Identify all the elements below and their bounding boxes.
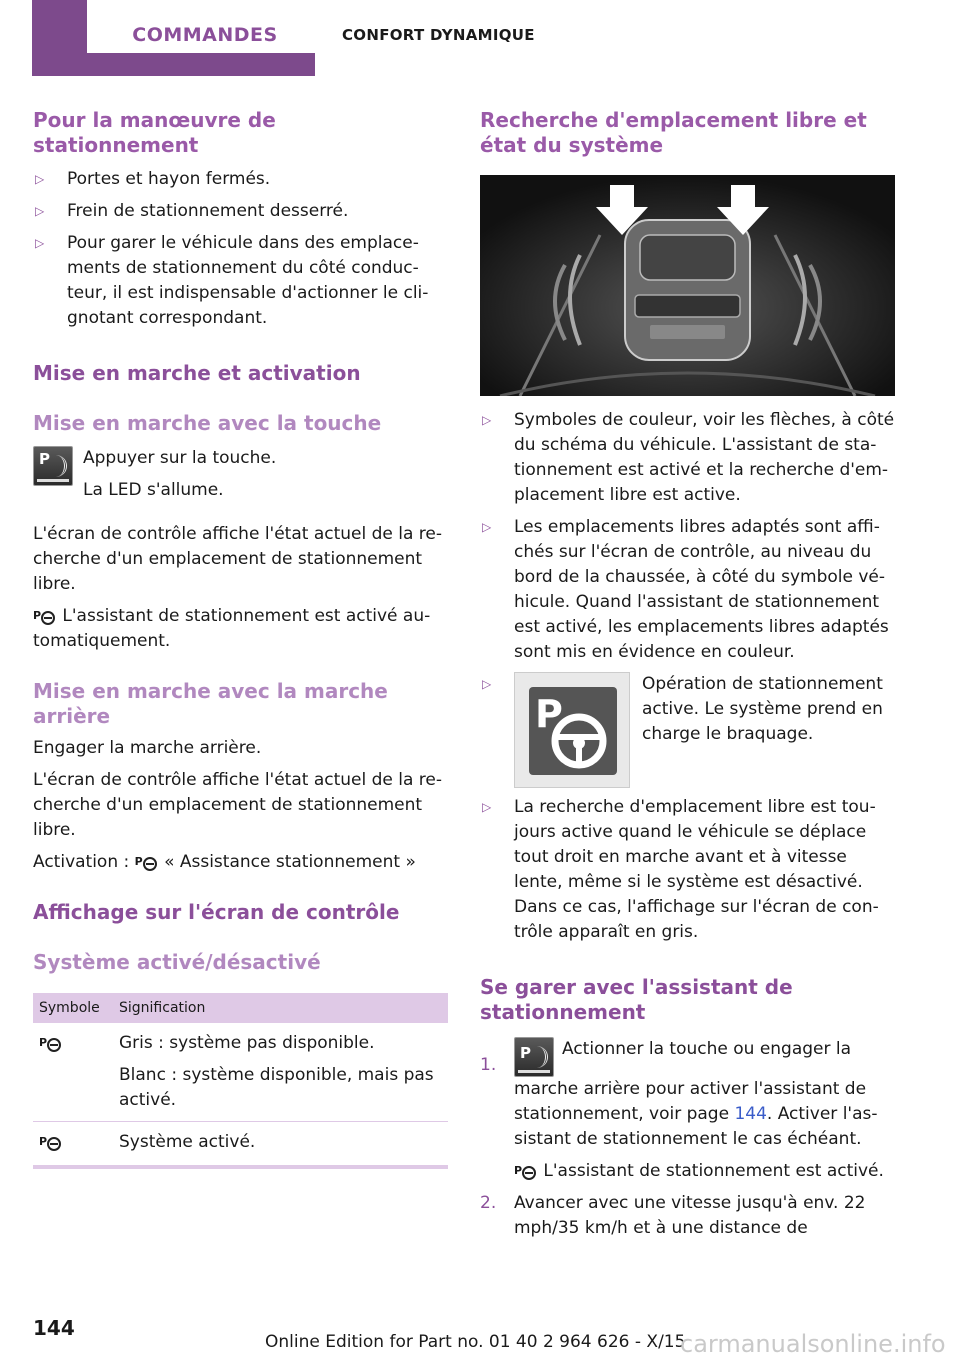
chapter-tab-label: COMMANDES — [87, 0, 323, 53]
heading-display: Affichage sur l'écran de contrôle — [33, 900, 400, 924]
table-cell: Blanc : système disponible, mais pas activé. — [119, 1065, 434, 1110]
heading-system: Système activé/désactivé — [33, 950, 321, 974]
park-assist-button-icon: P — [514, 1037, 554, 1077]
park-assist-symbol-icon: P — [33, 606, 57, 626]
table-cell: Gris : système pas disponible. — [119, 1033, 375, 1053]
table-header: Symbole — [33, 993, 113, 1023]
car-display-image — [480, 175, 895, 396]
car-diagram — [480, 175, 895, 396]
park-assist-symbol-icon: P — [39, 1033, 63, 1053]
list-item: 1. P Actionner la touche ou engager la marche arrière pour activer l'assistant de stationnement, voir page 144. Activer l'as-sistant de stationnement le cas échéant. P L'assistant de stationnement est activé. — [480, 1037, 895, 1184]
heading-button: Mise en marche avec la touche — [33, 411, 382, 435]
heading-reverse: Mise en marche avec la marche arrière — [33, 679, 388, 728]
edition-footer: Online Edition for Part no. 01 40 2 964 626 - X/15 — [265, 1332, 686, 1352]
page-link[interactable]: 144 — [734, 1104, 767, 1124]
status-list — [480, 408, 895, 945]
right-column — [480, 108, 895, 1241]
activation-line: Activation : P « Assistance stationnement » — [33, 852, 416, 872]
steering-assist-icon — [514, 672, 630, 788]
step-subtext: P L'assistant de stationnement est activé. — [514, 1161, 884, 1181]
table-cell: Système activé. — [113, 1122, 448, 1168]
chapter-tab — [32, 0, 315, 76]
left-column — [33, 108, 448, 1169]
paragraph: L'écran de contrôle affiche l'état actuel de la re-cherche d'un emplacement de stationnement libre. — [33, 770, 443, 840]
heading-parking: Pour la manœuvre de stationnement — [33, 108, 276, 157]
section-title: CONFORT DYNAMIQUE — [342, 26, 535, 44]
list-item: ▷ Frein de stationnement desserré. — [33, 199, 448, 224]
watermark: carmanualsonline.info — [680, 1330, 946, 1358]
page-number: 144 — [33, 1316, 75, 1340]
step-number: 2. — [480, 1193, 497, 1213]
list-item: ▷ Portes et hayon fermés. — [33, 167, 448, 192]
table-header: Signification — [113, 993, 448, 1023]
list-item: 2. Avancer avec une vitesse jusqu'à env. 22 mph/35 km/h et à une distance de — [480, 1193, 866, 1238]
triangle-bullet-icon: ▷ — [482, 520, 492, 534]
steps-list — [480, 1037, 895, 1241]
button-instruction — [33, 446, 448, 503]
paragraph: P L'assistant de stationnement est activé au-tomatiquement. — [33, 606, 431, 651]
conditions-list — [33, 167, 448, 331]
heading-search: Recherche d'emplacement libre et état du système — [480, 108, 867, 157]
triangle-bullet-icon: ▷ — [482, 413, 492, 427]
triangle-bullet-icon: ▷ — [482, 677, 492, 691]
park-assist-button-icon: P — [33, 446, 73, 486]
park-assist-symbol-icon: P — [514, 1161, 538, 1181]
heading-start: Mise en marche et activation — [33, 361, 361, 385]
list-item: ▷ Pour garer le véhicule dans des emplace-ments de stationnement du côté conduc-teur, il est indispensable d'actionner le cli-gnotant correspondant. — [35, 233, 429, 328]
instruction-text: La LED s'allume. — [83, 480, 224, 500]
triangle-bullet-icon: ▷ — [35, 172, 45, 186]
paragraph: Engager la marche arrière. — [33, 738, 262, 758]
triangle-bullet-icon: ▷ — [482, 800, 492, 814]
list-item: ▷ Les emplacements libres adaptés sont affi-chés sur l'écran de contrôle, au niveau du bord de la chaussée, à côté du symbole vé-hicule. Quand l'assistant de stationnement est activé, les emplacements libres adaptés sont mis en évidence en couleur. — [482, 517, 889, 662]
park-assist-symbol-icon: P — [135, 852, 159, 872]
triangle-bullet-icon: ▷ — [35, 204, 45, 218]
heading-park: Se garer avec l'assistant de stationnement — [480, 975, 793, 1024]
step-number: 1. — [480, 1055, 497, 1075]
list-item: ▷ La recherche d'emplacement libre est tou-jours active quand le véhicule se déplace tout droit en marche avant et à vitesse lente, même si le système est désactivé. Dans ce cas, l'affichage sur l'écran de con-trôle apparaît en gris. — [482, 797, 879, 942]
instruction-text: Appuyer sur la touche. — [83, 448, 277, 468]
list-item: ▷ Symboles de couleur, voir les flèches, à côté du schéma du véhicule. L'assistant de sta-tionnement est activé et la recherche d'em-placement libre est active. — [482, 410, 895, 505]
triangle-bullet-icon: ▷ — [35, 236, 45, 250]
park-assist-symbol-icon: P — [39, 1132, 63, 1152]
table-row — [33, 1023, 448, 1122]
svg-text:P: P — [535, 692, 563, 736]
paragraph: L'écran de contrôle affiche l'état actuel de la re-cherche d'un emplacement de stationnement libre. — [33, 524, 443, 594]
table-row — [33, 1122, 448, 1168]
list-item: ▷ P Opération de stationnement active. Le système prend en charge le braquage. — [480, 672, 895, 788]
symbol-table — [33, 993, 448, 1169]
